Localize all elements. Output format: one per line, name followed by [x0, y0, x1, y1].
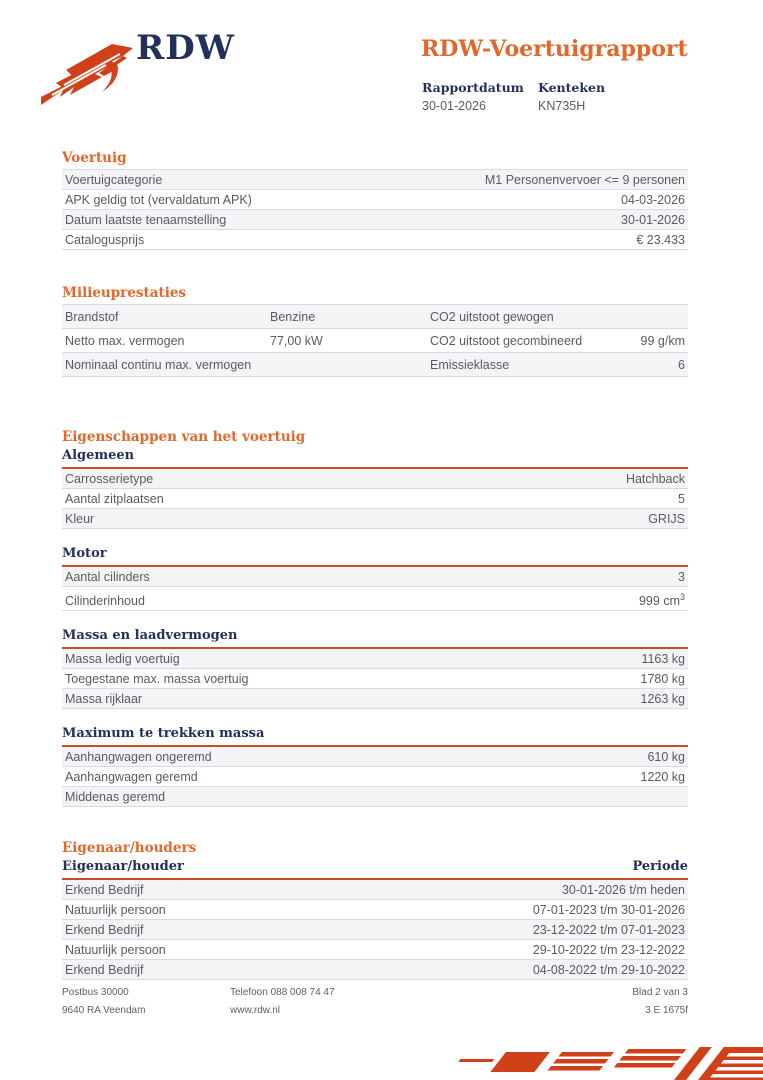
- row-label: Aantal zitplaatsen: [65, 491, 164, 506]
- footer-doc-code: 3 E 1675f: [645, 1005, 688, 1016]
- row-label: Massa rijklaar: [65, 691, 143, 706]
- license-plate-block: [538, 80, 654, 113]
- table-row: [62, 170, 688, 190]
- license-plate-value: KN735H: [538, 99, 586, 113]
- row-label: Aantal cilinders: [65, 569, 150, 584]
- rdw-flag-stripes-icon: [431, 1043, 763, 1080]
- table-row: [62, 960, 688, 980]
- table-row: [62, 489, 688, 509]
- footer-contact: [230, 988, 632, 1024]
- table-row: [62, 900, 688, 920]
- table-row: [62, 190, 688, 210]
- table-row: [62, 230, 688, 250]
- footer-address-line1: Postbus 30000: [62, 987, 129, 998]
- row-value: 999 $cm^3$: [638, 591, 685, 608]
- rdw-logo-text: RDW: [136, 28, 235, 68]
- row-label: Catalogusprijs: [65, 232, 145, 247]
- row-label: APK geldig tot (vervaldatum APK): [65, 192, 252, 207]
- trekken-massa-table: [62, 747, 688, 807]
- row-label: Brandstof: [65, 309, 119, 324]
- row-value: 5: [678, 491, 685, 506]
- row-label: Aanhangwagen geremd: [65, 769, 198, 784]
- table-row: [62, 689, 688, 709]
- table-row: [62, 880, 688, 900]
- owner-table: [62, 880, 688, 980]
- table-row: [62, 787, 688, 807]
- row-value: 1163 kg: [641, 651, 685, 666]
- table-row: [62, 509, 688, 529]
- owner-column-header: Eigenaar/houder: [62, 859, 184, 875]
- period-cell: 29-10-2022 t/m 23-12-2022: [532, 942, 685, 957]
- footer-page-number: Blad 2 van 3: [632, 987, 688, 998]
- subsection-title-algemeen: Algemeen: [62, 448, 688, 469]
- owner-cell: Erkend Bedrijf: [65, 962, 144, 977]
- row-label: Kleur: [65, 511, 95, 526]
- footer-page-info: [632, 988, 688, 1024]
- period-cell: 30-01-2026 t/m heden: [561, 882, 685, 897]
- milieu-table: [62, 304, 688, 377]
- table-row: [62, 669, 688, 689]
- table-row: [62, 353, 688, 377]
- voertuig-table: [62, 169, 688, 250]
- row-label: Toegestane max. massa voertuig: [65, 671, 249, 686]
- row-label: CO2 uitstoot gecombineerd: [430, 333, 583, 348]
- table-row: [62, 329, 688, 353]
- table-row: [62, 587, 688, 611]
- massa-table: [62, 649, 688, 709]
- rdw-flag-logo-icon: [36, 34, 136, 112]
- row-value: 610 kg: [647, 749, 685, 764]
- owner-cell: Erkend Bedrijf: [65, 882, 144, 897]
- row-label: Netto max. vermogen: [65, 333, 185, 348]
- table-row: [62, 747, 688, 767]
- table-row: [62, 649, 688, 669]
- row-value: 1780 kg: [640, 671, 685, 686]
- license-plate-label: Kenteken: [538, 80, 606, 95]
- footer-address: [62, 988, 230, 1024]
- table-row: [62, 920, 688, 940]
- row-value: 3: [678, 569, 685, 584]
- row-label: CO2 uitstoot gewogen: [430, 309, 554, 324]
- period-cell: 07-01-2023 t/m 30-01-2026: [532, 902, 685, 917]
- motor-table: [62, 567, 688, 611]
- section-title-voertuig: Voertuig: [62, 150, 127, 166]
- row-value: M1 Personenvervoer <= 9 personen: [484, 172, 685, 187]
- row-label: Massa ledig voertuig: [65, 651, 180, 666]
- row-value: Hatchback: [625, 471, 685, 486]
- table-row: [62, 210, 688, 230]
- subsection-title-motor: Motor: [62, 546, 688, 567]
- owner-table-header: [62, 859, 688, 880]
- page-title: RDW-Voertuigrapport: [421, 36, 688, 62]
- report-meta: [422, 80, 654, 113]
- table-row: [62, 940, 688, 960]
- row-label: Aanhangwagen ongeremd: [65, 749, 212, 764]
- row-value: Benzine: [270, 309, 316, 324]
- section-title-eigenaar: Eigenaar/houders: [62, 840, 197, 857]
- page-footer: [62, 988, 688, 1024]
- row-value: 04-03-2026: [621, 192, 685, 207]
- row-value: 1263 kg: [640, 691, 685, 706]
- table-row: [62, 469, 688, 489]
- row-label: Datum laatste tenaamstelling: [65, 212, 227, 227]
- row-label: Nominaal continu max. vermogen: [65, 357, 252, 372]
- period-cell: 23-12-2022 t/m 07-01-2023: [532, 922, 685, 937]
- footer-phone: Telefoon 088 008 74 47: [230, 987, 335, 998]
- period-column-header: Periode: [632, 859, 688, 875]
- table-row: [62, 567, 688, 587]
- row-label: Voertuigcategorie: [65, 172, 163, 187]
- owner-cell: Erkend Bedrijf: [65, 922, 144, 937]
- row-value: 99 g/km: [640, 333, 685, 348]
- row-value: GRIJS: [648, 511, 685, 526]
- table-row: [62, 767, 688, 787]
- report-date-block: [422, 80, 538, 113]
- report-content: [62, 150, 688, 980]
- owner-cell: Natuurlijk persoon: [65, 942, 166, 957]
- footer-website: www.rdw.nl: [230, 1005, 281, 1016]
- subsection-title-trekken-massa: Maximum te trekken massa: [62, 726, 688, 747]
- period-cell: 04-08-2022 t/m 29-10-2022: [532, 962, 685, 977]
- report-date-value: 30-01-2026: [422, 99, 486, 113]
- section-title-milieuprestaties: Milieuprestaties: [62, 285, 187, 301]
- algemeen-table: [62, 469, 688, 529]
- row-value: 77,00 kW: [270, 333, 323, 348]
- row-label: Emissieklasse: [430, 357, 510, 372]
- row-value: 6: [678, 357, 685, 372]
- row-value: 1220 kg: [640, 769, 685, 784]
- row-label: Middenas geremd: [65, 789, 166, 804]
- footer-address-line2: 9640 RA Veendam: [62, 1005, 146, 1016]
- subsection-title-massa: Massa en laadvermogen: [62, 628, 688, 649]
- table-row: [62, 305, 688, 329]
- section-title-eigenschappen: Eigenschappen van het voertuig: [62, 429, 306, 445]
- row-value: 30-01-2026: [621, 212, 685, 227]
- row-value: € 23.433: [636, 232, 685, 247]
- owner-cell: Natuurlijk persoon: [65, 902, 166, 917]
- row-label: Carrosserietype: [65, 471, 154, 486]
- row-label: Cilinderinhoud: [65, 593, 145, 608]
- report-date-label: Rapportdatum: [422, 80, 524, 95]
